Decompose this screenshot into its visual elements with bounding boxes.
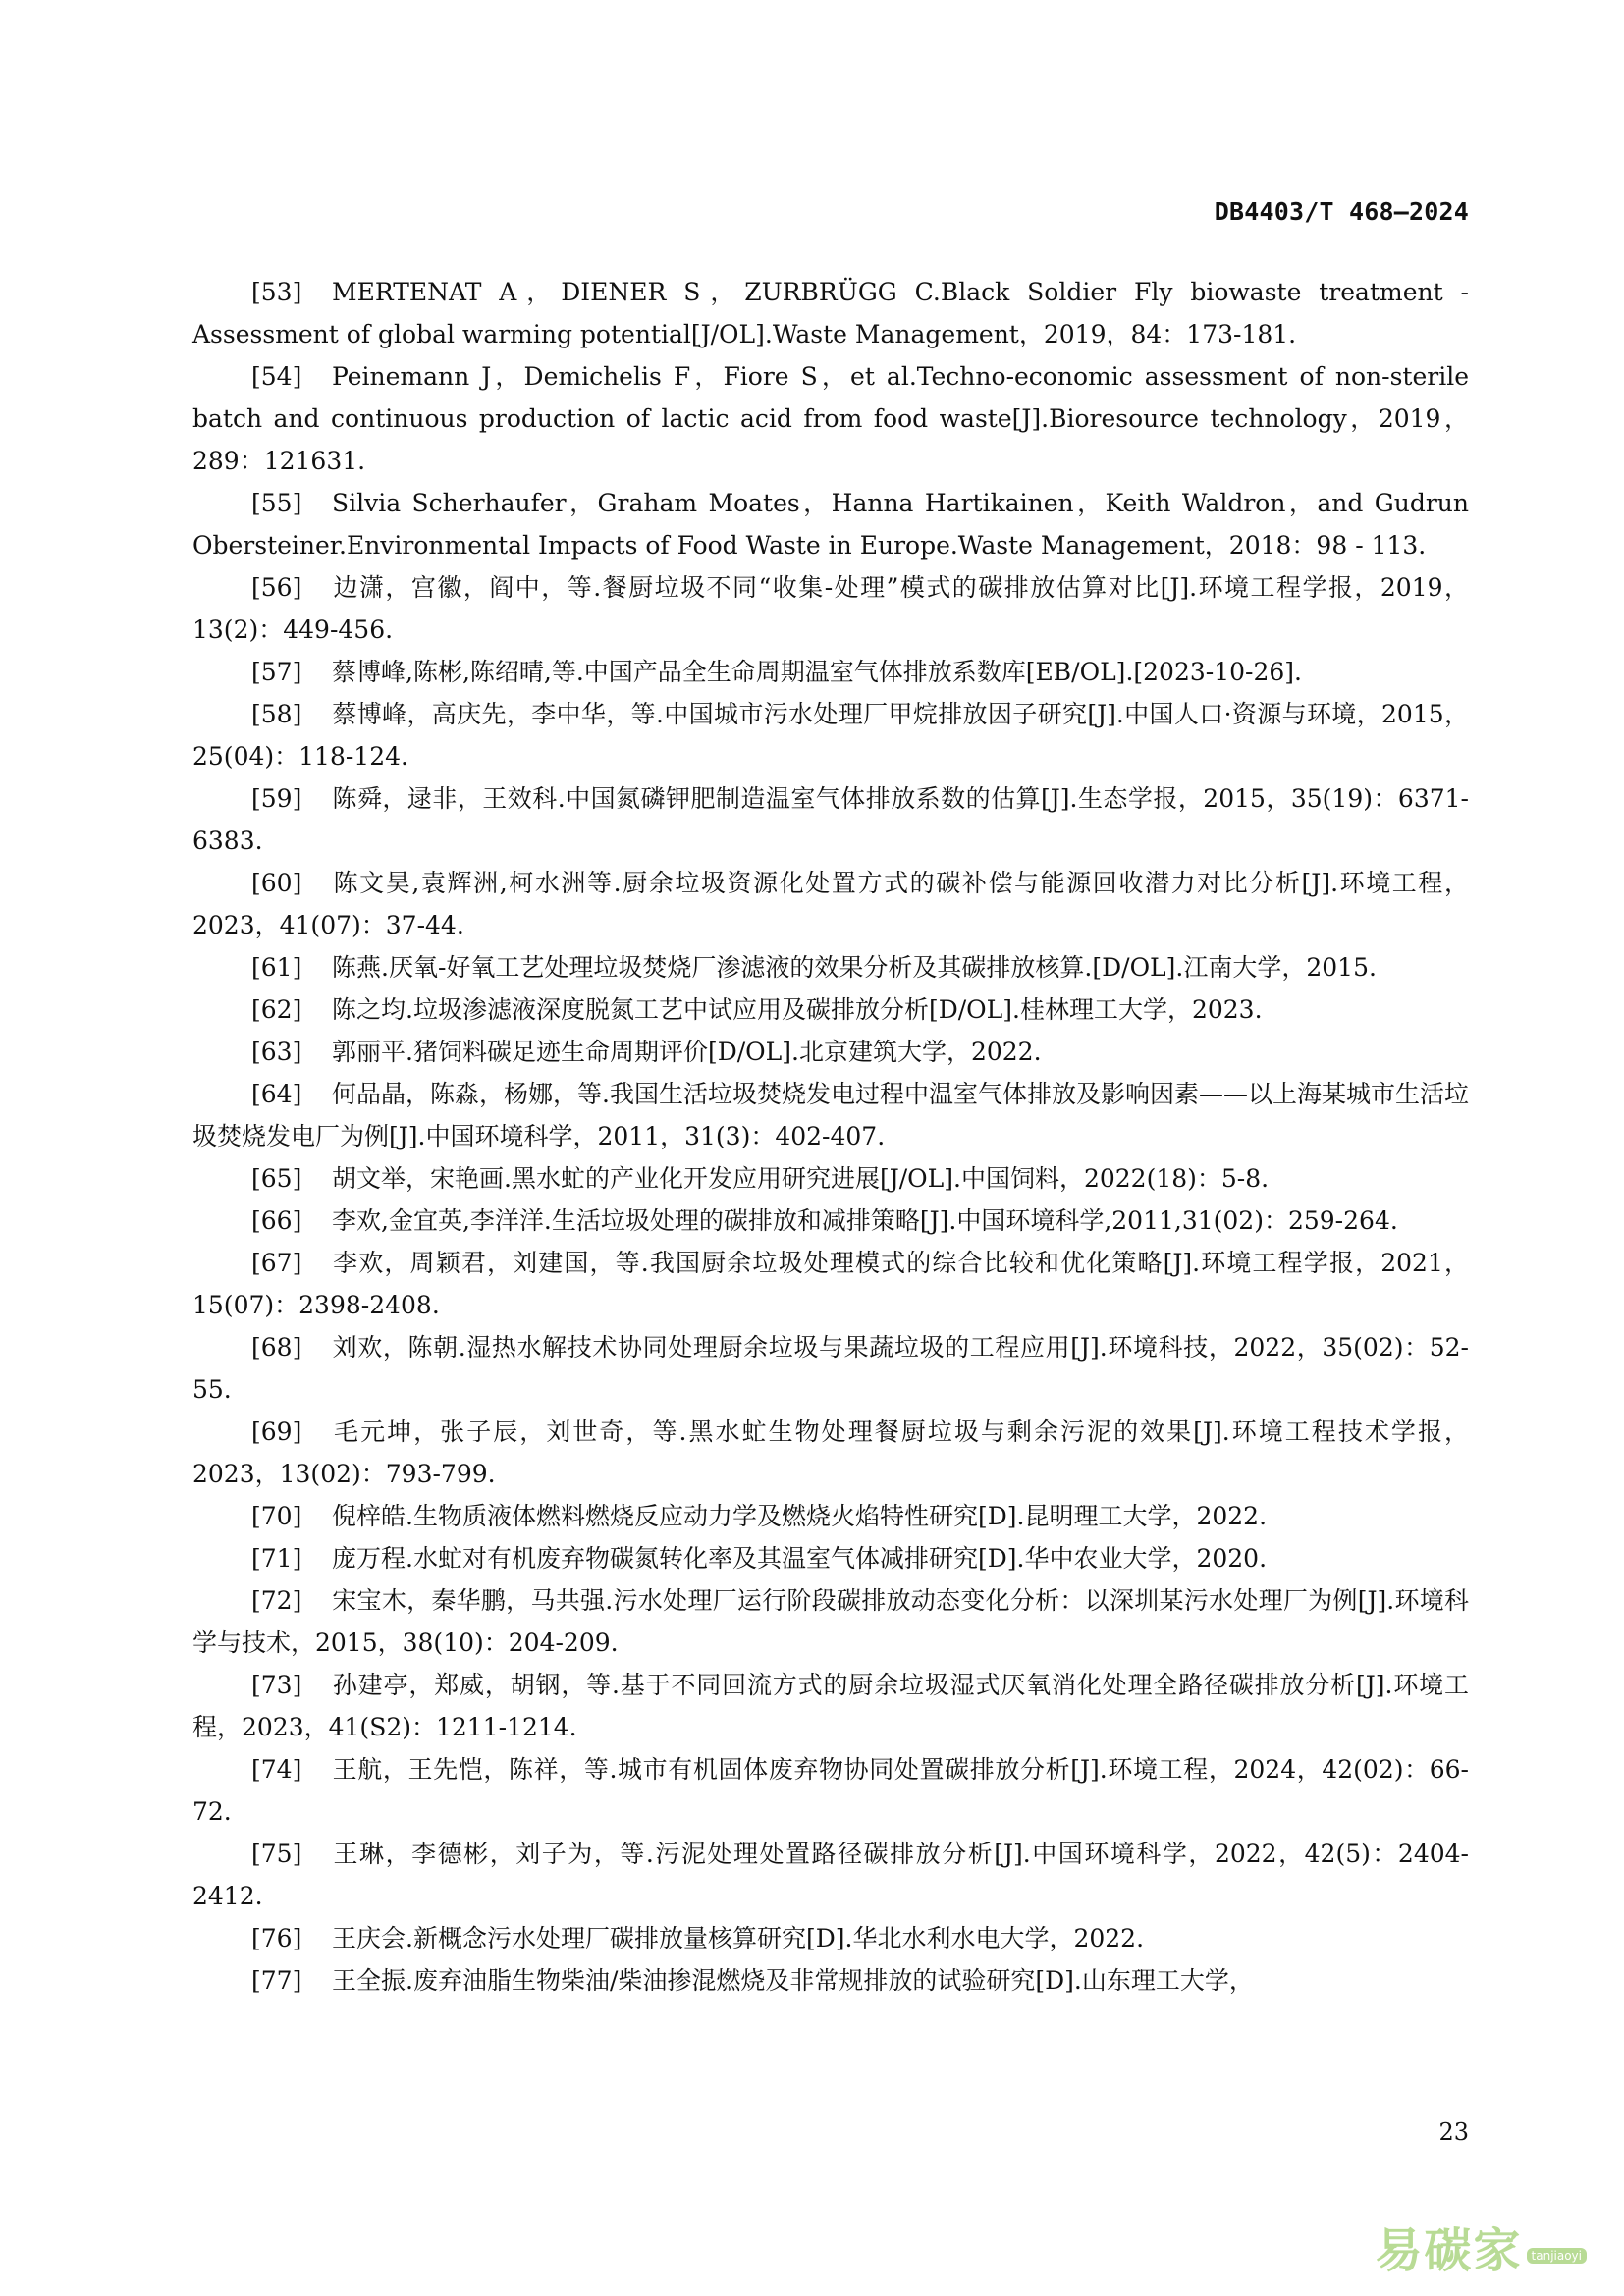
reference-text: 宋宝木，秦华鹏，马共强.污水处理厂运行阶段碳排放动态变化分析：以深圳某污水处理厂为例[J].环境科学与技术，2015，38(10)：204-209. [192, 1586, 1469, 1657]
reference-text: 陈燕.厌氧-好氧工艺处理垃圾焚烧厂渗滤液的效果分析及其碳排放核算.[D/OL].江南大学，2015. [332, 953, 1377, 982]
reference-text: 王庆会.新概念污水处理厂碳排放量核算研究[D].华北水利水电大学，2022. [332, 1924, 1145, 1952]
reference-number: [66] [251, 1206, 302, 1235]
reference-text: 蔡博峰,陈彬,陈绍晴,等.中国产品全生命周期温室气体排放系数库[EB/OL].[2023-10-26]. [332, 658, 1302, 686]
reference-entry [192, 271, 1469, 355]
reference-number: [60] [251, 869, 302, 897]
reference-entry [192, 777, 1469, 862]
reference-entry [192, 1917, 1469, 1959]
reference-entry [192, 946, 1469, 988]
reference-entry [192, 1959, 1469, 2002]
reference-entry [192, 1157, 1469, 1200]
reference-entry [192, 1664, 1469, 1748]
reference-entry [192, 1537, 1469, 1579]
reference-text: 李欢,金宜英,李洋洋.生活垃圾处理的碳排放和减排策略[J].中国环境科学,2011,31(02)：259-264. [332, 1206, 1398, 1235]
reference-text: 王航，王先恺，陈祥，等.城市有机固体废弃物协同处置碳排放分析[J].环境工程，2024，42(02)：66-72. [192, 1755, 1469, 1826]
reference-text: 陈之均.垃圾渗滤液深度脱氮工艺中试应用及碳排放分析[D/OL].桂林理工大学，2023. [332, 995, 1263, 1024]
page-number: 23 [1438, 2118, 1469, 2146]
reference-number: [58] [251, 700, 302, 728]
reference-text: 王全振.废弃油脂生物柴油/柴油掺混燃烧及非常规排放的试验研究[D].山东理工大学， [332, 1966, 1254, 1995]
watermark-logo-text: 易碳家 [1375, 2223, 1523, 2278]
reference-number: [54] [251, 362, 302, 391]
reference-entry [192, 988, 1469, 1031]
reference-text: Silvia Scherhaufer，Graham Moates，Hanna Hartikainen，Keith Waldron，and Gudrun Obersteiner.Environmental Impacts of Food Waste in Europe.Waste Management，2018：98 - 113. [192, 489, 1469, 560]
reference-text: MERTENAT A，DIENER S，ZURBRÜGG C.Black Soldier Fly biowaste treatment - Assessment of global warming potential[J/OL].Waste Management，2019，84：173-181. [192, 278, 1469, 348]
reference-entry [192, 862, 1469, 946]
watermark-sub-text: tanjiaoyi [1527, 2248, 1587, 2264]
reference-entry [192, 1495, 1469, 1537]
reference-text: Peinemann J，Demichelis F，Fiore S，et al.Techno-economic assessment of non-sterile batch and continuous production of lactic acid from food waste[J].Bioresource technology，2019，289：121631. [192, 362, 1469, 475]
reference-number: [72] [251, 1586, 302, 1615]
reference-text: 刘欢，陈朝.湿热水解技术协同处理厨余垃圾与果蔬垃圾的工程应用[J].环境科技，2022，35(02)：52-55. [192, 1333, 1469, 1404]
reference-entry [192, 1073, 1469, 1157]
reference-number: [76] [251, 1924, 302, 1952]
standard-code-header: DB4403/T 468—2024 [1214, 197, 1469, 226]
reference-number: [73] [251, 1671, 302, 1699]
reference-number: [57] [251, 658, 302, 686]
reference-text: 李欢，周颖君，刘建国，等.我国厨余垃圾处理模式的综合比较和优化策略[J].环境工程学报，2021，15(07)：2398-2408. [192, 1249, 1469, 1319]
reference-entry [192, 1579, 1469, 1664]
reference-text: 边潇，宫徽，阎中，等.餐厨垃圾不同“收集-处理”模式的碳排放估算对比[J].环境工程学报，2019，13(2)：449-456. [192, 573, 1469, 644]
reference-number: [74] [251, 1755, 302, 1784]
reference-text: 倪梓皓.生物质液体燃料燃烧反应动力学及燃烧火焰特性研究[D].昆明理工大学，2022. [332, 1502, 1268, 1530]
reference-text: 孙建亭，郑威，胡钢，等.基于不同回流方式的厨余垃圾湿式厌氧消化处理全路径碳排放分析[J].环境工程，2023，41(S2)：1211-1214. [192, 1671, 1469, 1741]
reference-text: 陈文昊,袁辉洲,柯水洲等.厨余垃圾资源化处置方式的碳补偿与能源回收潜力对比分析[J].环境工程，2023，41(07)：37-44. [192, 869, 1469, 939]
reference-number: [53] [251, 278, 302, 306]
reference-entry [192, 1326, 1469, 1411]
reference-text: 蔡博峰，高庆先，李中华，等.中国城市污水处理厂甲烷排放因子研究[J].中国人口·资源与环境，2015，25(04)：118-124. [192, 700, 1469, 771]
watermark-logo [1376, 2213, 1587, 2280]
reference-text: 王琳，李德彬，刘子为，等.污泥处理处置路径碳排放分析[J].中国环境科学，2022，42(5)：2404-2412. [192, 1840, 1469, 1910]
reference-entry [192, 355, 1469, 482]
reference-text: 毛元坤，张子辰，刘世奇，等.黑水虻生物处理餐厨垃圾与剩余污泥的效果[J].环境工程技术学报，2023，13(02)：793-799. [192, 1417, 1469, 1488]
reference-number: [77] [251, 1966, 302, 1995]
reference-number: [67] [251, 1249, 302, 1277]
reference-number: [55] [251, 489, 302, 517]
reference-number: [70] [251, 1502, 302, 1530]
reference-entry [192, 1242, 1469, 1326]
reference-number: [63] [251, 1038, 302, 1066]
reference-number: [62] [251, 995, 302, 1024]
reference-text: 胡文举，宋艳画.黑水虻的产业化开发应用研究进展[J/OL].中国饲料，2022(18)：5-8. [332, 1164, 1270, 1193]
reference-text: 陈舜，逯非，王效科.中国氮磷钾肥制造温室气体排放系数的估算[J].生态学报，2015，35(19)：6371-6383. [192, 784, 1469, 855]
reference-number: [56] [251, 573, 302, 602]
reference-entry [192, 566, 1469, 651]
reference-number: [61] [251, 953, 302, 982]
reference-text: 何品晶，陈淼，杨娜，等.我国生活垃圾焚烧发电过程中温室气体排放及影响因素——以上海某城市生活垃圾焚烧发电厂为例[J].中国环境科学，2011，31(3)：402-407. [192, 1080, 1469, 1150]
reference-number: [65] [251, 1164, 302, 1193]
reference-number: [71] [251, 1544, 302, 1573]
reference-entry [192, 1031, 1469, 1073]
reference-number: [75] [251, 1840, 302, 1868]
reference-text: 郭丽平.猪饲料碳足迹生命周期评价[D/OL].北京建筑大学，2022. [332, 1038, 1042, 1066]
reference-entry [192, 693, 1469, 777]
reference-entry [192, 651, 1469, 693]
reference-number: [59] [251, 784, 302, 813]
reference-entry [192, 482, 1469, 566]
reference-number: [64] [251, 1080, 302, 1108]
reference-list [192, 271, 1469, 2002]
reference-entry [192, 1748, 1469, 1833]
reference-text: 庞万程.水虻对有机废弃物碳氮转化率及其温室气体减排研究[D].华中农业大学，2020. [332, 1544, 1268, 1573]
reference-number: [68] [251, 1333, 302, 1362]
reference-entry [192, 1411, 1469, 1495]
reference-entry [192, 1200, 1469, 1242]
reference-entry [192, 1833, 1469, 1917]
reference-number: [69] [251, 1417, 302, 1446]
